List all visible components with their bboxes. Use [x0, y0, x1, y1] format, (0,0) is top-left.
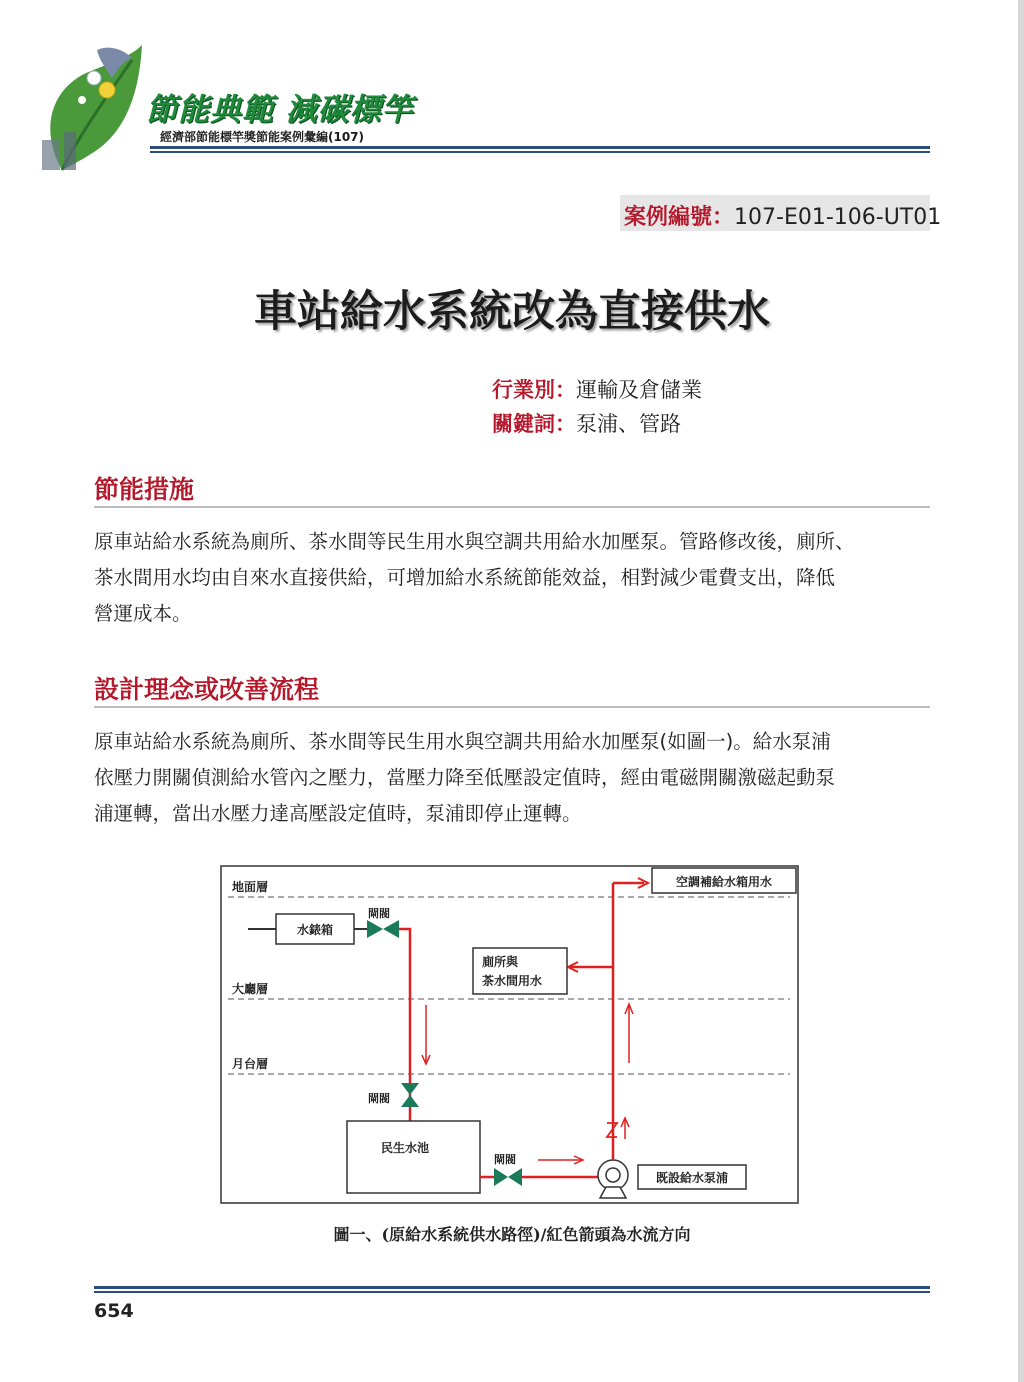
case-number-label: 案例編號： — [624, 205, 735, 230]
valve-label-bottom: 閘閥 — [494, 1153, 516, 1166]
pump-icon-inner — [606, 1168, 620, 1182]
header-rule — [150, 151, 930, 153]
keywords-row — [492, 408, 681, 438]
floor-label-ground: 地面層 — [232, 880, 269, 894]
paragraph-line: 依壓力開關偵測給水管內之壓力，當壓力降至低壓設定值時，經由電磁開關激磁起動泵 — [94, 766, 836, 789]
tank-box — [347, 1121, 480, 1193]
header-rule — [150, 146, 930, 149]
ac-tank-label: 空調補給水箱用水 — [675, 875, 773, 889]
case-number — [624, 200, 941, 231]
floor-label-platform: 月台層 — [232, 1057, 269, 1071]
tank-label: 民生水池 — [380, 1141, 430, 1155]
footer-rule — [94, 1291, 930, 1293]
water-supply-diagram — [220, 865, 800, 1205]
paragraph-line: 浦運轉，當出水壓力達高壓設定值時，泵浦即停止運轉。 — [94, 802, 582, 825]
section-rule — [94, 506, 930, 508]
water-meter-label: 水錶箱 — [296, 923, 334, 937]
floor-label-concourse: 大廳層 — [232, 982, 269, 996]
industry-value: 運輸及倉儲業 — [576, 378, 702, 402]
section-paragraph — [94, 724, 932, 832]
paragraph-line: 茶水間用水均由自來水直接供給，可增加給水系統節能效益，相對減少電費支出，降低 — [94, 566, 836, 589]
toilet-tea-label-1: 廁所與 — [482, 955, 519, 969]
footer-rule — [94, 1286, 930, 1289]
paragraph-line: 原車站給水系統為廁所、茶水間等民生用水與空調共用給水加壓泵(如圖一)。給水泵浦 — [94, 730, 831, 753]
industry-label: 行業別： — [492, 378, 576, 402]
keywords-value: 泵浦、管路 — [576, 412, 681, 436]
page-number: 654 — [94, 1300, 134, 1322]
brand-subtitle: 經濟部節能標竿獎節能案例彙編(107) — [160, 130, 365, 144]
paragraph-line: 營運成本。 — [94, 602, 192, 625]
industry-row — [492, 374, 702, 404]
section-heading: 節能措施 — [94, 475, 195, 504]
case-number-value: 107-E01-106-UT01 — [734, 205, 942, 230]
brand-title: 節能典範 減碳標竿 — [146, 92, 414, 128]
paragraph-line: 原車站給水系統為廁所、茶水間等民生用水與空調共用給水加壓泵。管路修改後，廁所、 — [94, 530, 855, 553]
keywords-label: 關鍵詞： — [492, 412, 576, 436]
section-paragraph — [94, 524, 932, 632]
page-edge-shadow — [1018, 0, 1024, 1382]
valve-label-mid: 閘閥 — [368, 1092, 390, 1105]
toilet-tea-label-2: 茶水間用水 — [482, 974, 543, 988]
page-title: 車站給水系統改為直接供水 — [254, 287, 770, 337]
valve-label-top: 閘閥 — [368, 907, 390, 920]
section-rule — [94, 706, 930, 708]
figure-caption: 圖一、(原給水系統供水路徑)/紅色箭頭為水流方向 — [333, 1225, 691, 1244]
logo-leaf-icon — [22, 40, 162, 180]
pump-label: 既設給水泵浦 — [655, 1171, 729, 1185]
section-heading: 設計理念或改善流程 — [94, 675, 320, 704]
